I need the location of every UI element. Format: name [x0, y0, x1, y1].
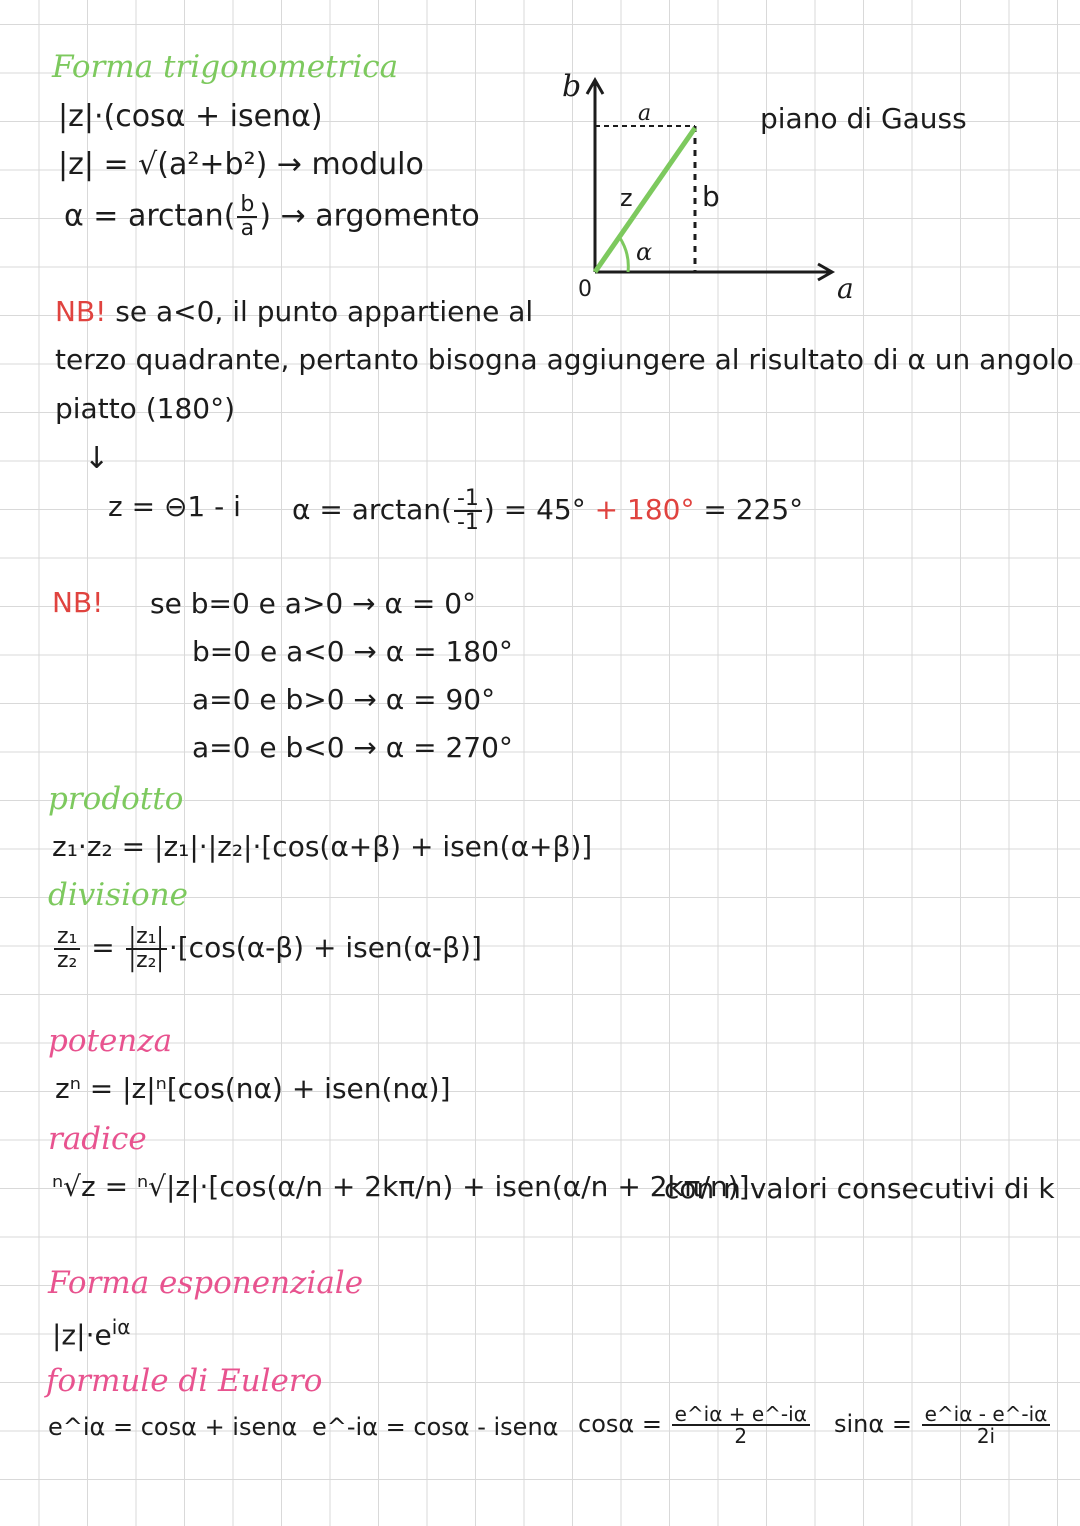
down-arrow-icon: ↓	[84, 441, 110, 476]
fraction-numerator: |z₁|	[126, 926, 167, 950]
division-eq: =	[91, 931, 115, 964]
sin-left: sinα =	[834, 1410, 912, 1438]
alpha-prefix: α = arctan(	[292, 493, 452, 526]
nb-note-1	[55, 297, 533, 328]
euler-formula-2: e^-iα = cosα - isenα	[312, 1413, 559, 1441]
fraction-numerator: -1	[454, 488, 482, 512]
exp-exponent: iα	[111, 1315, 131, 1339]
alpha-mid: ) = 45°	[483, 493, 586, 526]
fraction-denominator: |z₂|	[128, 948, 164, 973]
example-alpha	[292, 488, 803, 534]
vector-label: z	[620, 184, 633, 212]
euler-formula-1: e^iα = cosα + isenα	[48, 1413, 298, 1441]
rule-3: a=0 e b>0 → α = 90°	[192, 683, 496, 716]
rule-4: a=0 e b<0 → α = 270°	[192, 731, 513, 764]
gauss-caption: piano di Gauss	[760, 102, 967, 135]
fraction-denominator: z₂	[57, 948, 78, 973]
alpha-add: + 180°	[594, 493, 695, 526]
exp-form	[52, 1316, 130, 1351]
power-title: potenza	[48, 1023, 173, 1059]
division-formula	[52, 926, 482, 972]
cos-fraction	[672, 1404, 810, 1446]
root-title: radice	[48, 1121, 147, 1157]
euler-formula-sin	[834, 1404, 1052, 1446]
angle-label: α	[636, 238, 653, 266]
origin-label: 0	[578, 277, 592, 302]
rule-1: se b=0 e a>0 → α = 0°	[150, 587, 477, 620]
nb-label: NB!	[55, 295, 107, 328]
root-note: con n valori consecutivi di k	[664, 1172, 1055, 1205]
modulus-formula	[58, 148, 424, 181]
gauss-plane-diagram	[550, 60, 880, 310]
fraction-numerator: z₁	[54, 926, 80, 950]
modulus-label: → modulo	[276, 147, 424, 182]
side-projection-label: b	[702, 180, 720, 213]
top-projection-label: a	[638, 101, 652, 126]
fraction-denominator: -1	[456, 510, 479, 535]
division-fraction-modulus	[126, 926, 167, 972]
example-z: z = ⊖1 - i	[108, 490, 241, 523]
alpha-fraction	[454, 488, 482, 534]
fraction-denominator: a	[240, 216, 255, 241]
nb-text-line-1: se a<0, il punto appartiene al	[115, 295, 534, 328]
division-title: divisione	[48, 877, 188, 913]
fraction-denominator: 2	[734, 1424, 748, 1448]
alpha-result: = 225°	[703, 493, 804, 526]
fraction-numerator: b	[237, 194, 257, 218]
argument-fraction	[237, 194, 257, 240]
sin-fraction	[922, 1404, 1051, 1446]
euler-title: formule di Eulero	[46, 1363, 323, 1399]
angle-arc	[620, 238, 628, 272]
power-formula: zⁿ = |z|ⁿ[cos(nα) + isen(nα)]	[55, 1072, 451, 1105]
trig-formula: |z|·(cosα + isenα)	[58, 99, 323, 134]
nb-text-line-3: piatto (180°)	[55, 392, 235, 425]
argument-formula	[64, 194, 480, 240]
nb-label-2: NB!	[52, 586, 104, 619]
fraction-numerator: e^iα + e^-iα	[672, 1404, 810, 1426]
division-rest: ·[cos(α-β) + isen(α-β)]	[168, 931, 482, 964]
argument-prefix: α = arctan(	[64, 198, 236, 234]
argument-label: ) → argomento	[259, 198, 480, 234]
division-fraction-z	[54, 926, 80, 972]
cos-left: cosα =	[578, 1410, 662, 1438]
fraction-numerator: e^iα - e^-iα	[922, 1404, 1051, 1426]
exp-title: Forma esponenziale	[48, 1265, 364, 1301]
product-formula: z₁·z₂ = |z₁|·|z₂|·[cos(α+β) + isen(α+β)]	[52, 830, 593, 863]
nb-text-line-2: terzo quadrante, pertanto bisogna aggiungere al risultato di α un angolo	[55, 343, 1074, 376]
euler-formula-cos	[578, 1404, 812, 1446]
modulus-expr: |z| = √(a²+b²)	[58, 147, 268, 182]
x-axis-label: a	[837, 272, 854, 305]
y-axis-label: b	[562, 69, 582, 104]
fraction-denominator: 2i	[976, 1424, 996, 1448]
root-formula: ⁿ√z = ⁿ√|z|·[cos(α/n + 2kπ/n) + isen(α/n + 2kπ/n)]	[52, 1170, 750, 1203]
rule-2: b=0 e a<0 → α = 180°	[192, 635, 513, 668]
product-title: prodotto	[48, 781, 184, 817]
exp-base: |z|·e	[52, 1318, 112, 1352]
trig-title: Forma trigonometrica	[52, 49, 399, 85]
